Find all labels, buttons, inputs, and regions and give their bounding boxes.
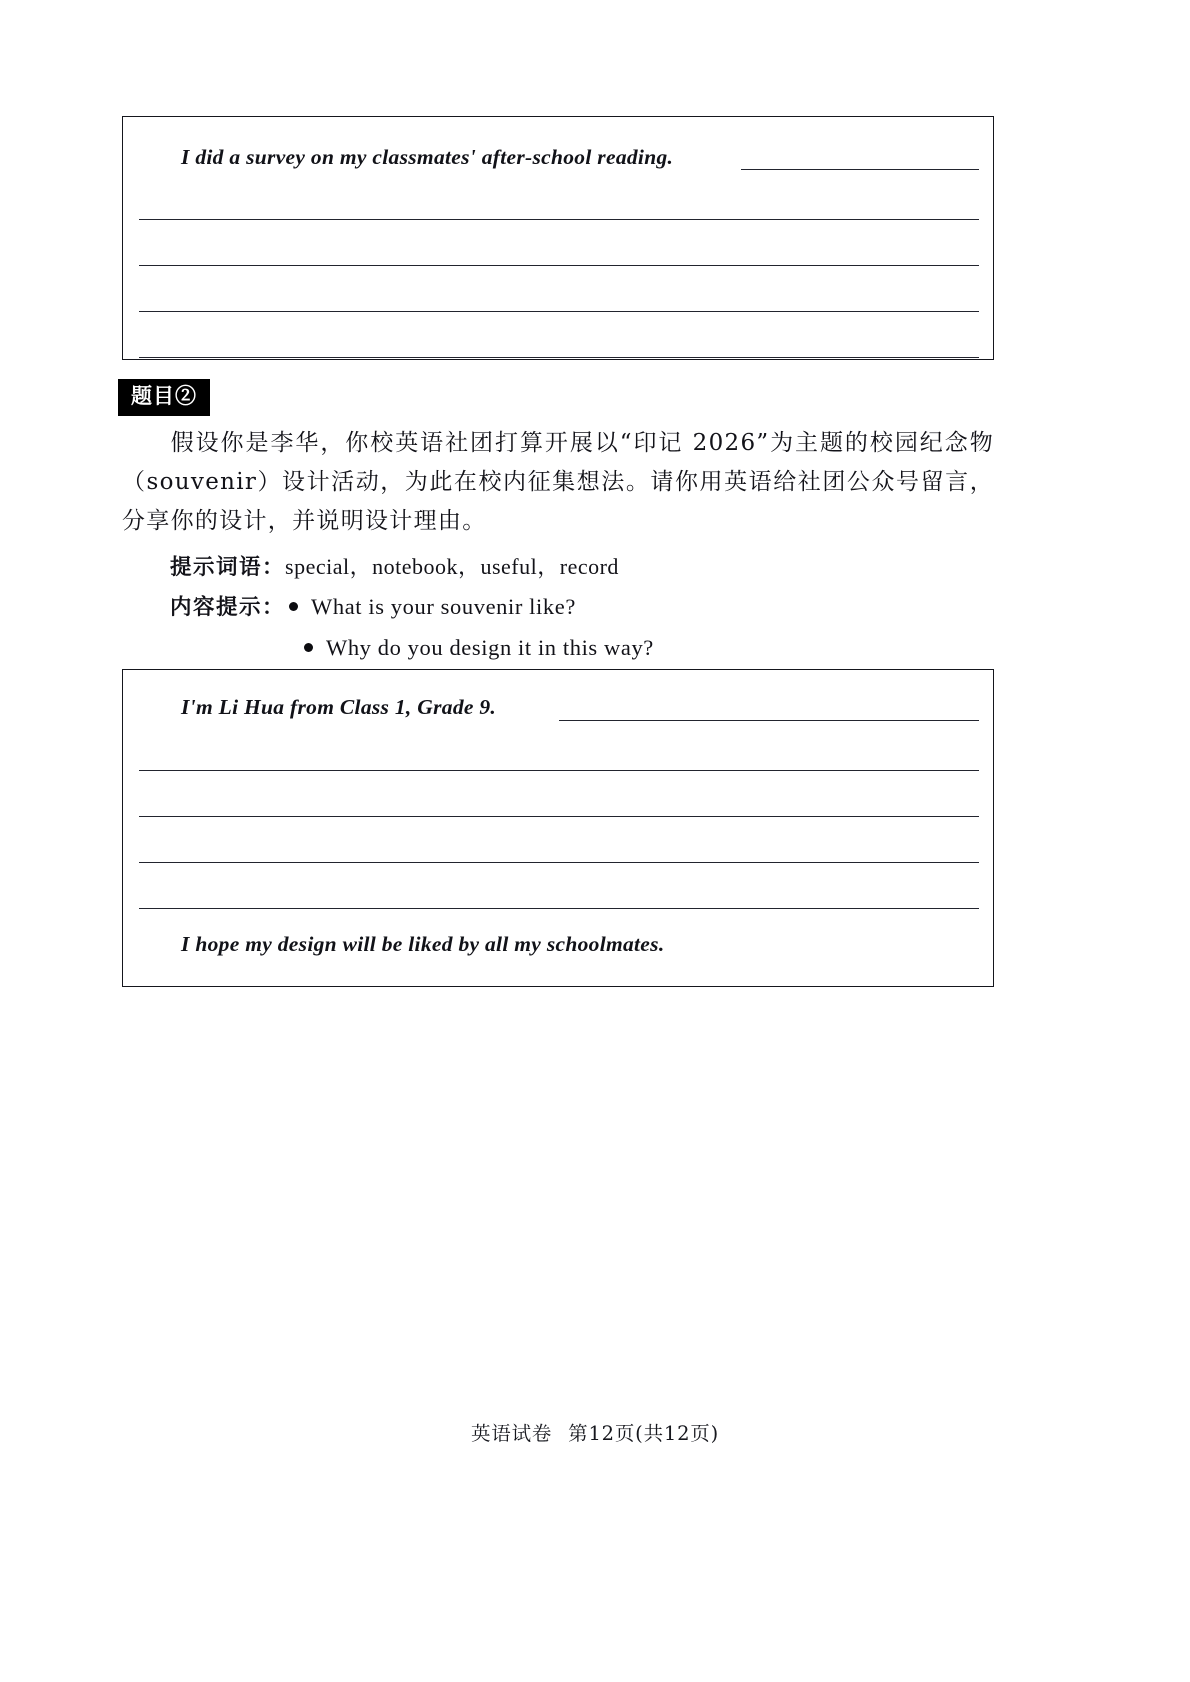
content-hints-row-2 — [300, 629, 654, 668]
task-one-starter-sentence: I did a survey on my classmates' after-school reading. — [181, 145, 674, 169]
content-hint-item: Why do you design it in this way? — [326, 635, 654, 660]
answer-box-task-two[interactable] — [122, 669, 994, 987]
content-hint-item: What is your souvenir like? — [311, 594, 576, 619]
page-footer — [0, 1418, 1190, 1446]
writing-rule-line — [139, 311, 979, 312]
footer-page-number: 第12页(共12页) — [568, 1422, 720, 1445]
section-badge-task-two: 题目② — [118, 379, 210, 416]
task-two-instructions — [122, 424, 994, 541]
prompt-words-label: 提示词语： — [170, 555, 286, 580]
bullet-icon — [289, 602, 298, 611]
footer-paper-label: 英语试卷 — [470, 1422, 553, 1445]
writing-rule-line — [139, 862, 979, 863]
writing-rule-line — [139, 219, 979, 220]
writing-rule-line — [139, 908, 979, 909]
task-two-closing-sentence: I hope my design will be liked by all my schoolmates. — [181, 932, 665, 956]
content-hints-row-1 — [170, 588, 576, 627]
writing-rule-line — [139, 770, 979, 771]
instructions-text: 假设你是李华，你校英语社团打算开展以“印记 2026”为主题的校园纪念物（souvenir）设计活动，为此在校内征集想法。请你用英语给社团公众号留言，分享你的设计，并说明设计理由。 — [122, 430, 994, 534]
writing-rule-line — [139, 265, 979, 266]
answer-box-task-one[interactable] — [122, 116, 994, 360]
writing-rule-line — [741, 169, 979, 170]
content-hints-label: 内容提示： — [170, 595, 286, 620]
writing-rule-line — [139, 816, 979, 817]
task-two-starter-sentence: I'm Li Hua from Class 1, Grade 9. — [181, 695, 497, 719]
writing-rule-line — [559, 720, 979, 721]
prompt-words-value: special，notebook，useful，record — [285, 554, 619, 579]
bullet-icon — [304, 643, 313, 652]
prompt-words-row — [170, 548, 619, 587]
writing-rule-line — [139, 357, 979, 358]
